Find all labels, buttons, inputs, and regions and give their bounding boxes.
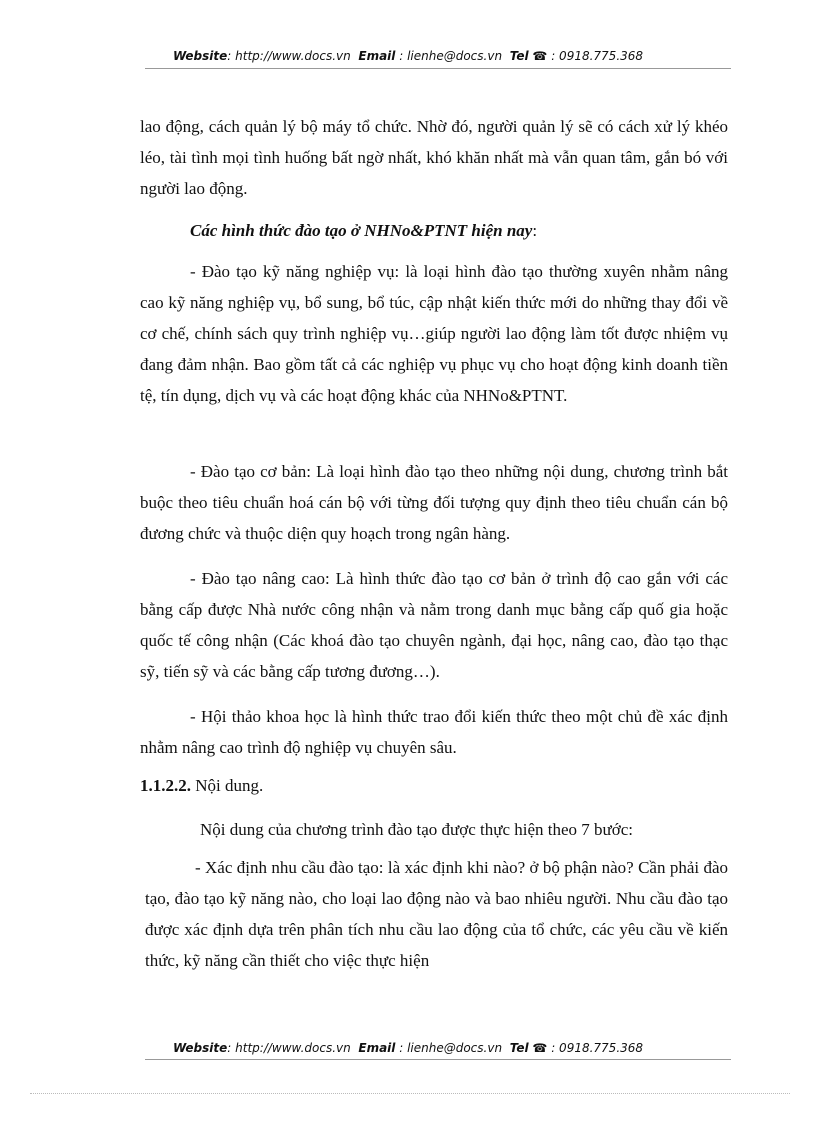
paragraph-workshop: - Hội thảo khoa học là hình thức trao đổi kiến thức theo một chủ đề xác định nhằm nâng cao trình độ nghiệp vụ chuyên sâu. xyxy=(140,707,728,757)
header-email-label: Email xyxy=(358,49,396,63)
telephone-icon: ☎ xyxy=(532,1041,548,1055)
heading-text: Các hình thức đào tạo ở NHNo&PTNT hiện nay xyxy=(190,221,533,240)
header-tel-label: Tel xyxy=(509,49,529,63)
paragraph-skills-training: - Đào tạo kỹ năng nghiệp vụ: là loại hình đào tạo thường xuyên nhằm nâng cao kỹ năng nghiệp vụ, bổ sung, bổ túc, cập nhật kiến thức mới do những thay đổi về cơ chế, chính sách quy trình nghiệp vụ…giúp người lao động làm tốt được nhiệm vụ đang đảm nhận. Bao gồm tất cả các nghiệp vụ phục vụ cho hoạt động kinh doanh tiền tệ, tín dụng, dịch vụ và các hoạt động khác của NHNo&PTNT. xyxy=(140,262,728,405)
section-title xyxy=(140,770,728,801)
header-email-value[interactable]: : lienhe@docs.vn xyxy=(395,49,503,63)
section-heading xyxy=(140,215,728,246)
page-footer xyxy=(0,1041,816,1055)
paragraph-continuation: lao động, cách quản lý bộ máy tổ chức. Nhờ đó, người quản lý sẽ có cách xử lý khéo léo, tài tình mọi tình huống bất ngờ nhất, khó khăn nhất mà vẫn quan tâm, gắn bó với người lao động. xyxy=(140,117,728,198)
section-title-text: Nội dung. xyxy=(191,776,264,795)
footer-website-url[interactable]: : http://www.docs.vn xyxy=(227,1041,351,1055)
footer-tel-value: : 0918.775.368 xyxy=(551,1041,644,1055)
section-number: 1.1.2.2. xyxy=(140,776,191,795)
telephone-icon: ☎ xyxy=(532,49,548,63)
header-website-label: Website xyxy=(172,49,228,63)
heading-colon: : xyxy=(532,221,538,240)
footer-website-label: Website xyxy=(172,1041,228,1055)
paragraph-advanced-training: - Đào tạo nâng cao: Là hình thức đào tạo cơ bản ở trình độ cao gắn với các bằng cấp được Nhà nước công nhận và nằm trong danh mục bằng cấp quố gia hoặc quốc tế công nhận (Các khoá đào tạo chuyên ngành, đại học, nâng cao, đào tạo thạc sỹ, tiến sỹ và các bằng cấp tương đương…). xyxy=(140,569,728,681)
header-website-url[interactable]: : http://www.docs.vn xyxy=(227,49,351,63)
paragraph-basic-training: - Đào tạo cơ bản: Là loại hình đào tạo theo những nội dung, chương trình bắt buộc theo tiêu chuẩn hoá cán bộ với từng đối tượng quy định theo tiêu chuẩn cán bộ đương chức và thuộc diện quy hoạch trong ngân hàng. xyxy=(140,462,728,543)
page-header xyxy=(0,49,816,63)
paragraph-intro: Nội dung của chương trình đào tạo được thực hiện theo 7 bước: xyxy=(200,820,634,839)
page-bottom-dotted-border xyxy=(30,1093,790,1094)
footer-divider xyxy=(145,1059,731,1060)
footer-email-value[interactable]: : lienhe@docs.vn xyxy=(395,1041,503,1055)
footer-email-label: Email xyxy=(358,1041,396,1055)
paragraph-needs: - Xác định nhu cầu đào tạo: là xác định khi nào? ở bộ phận nào? Cần phải đào tạo, đào tạo kỹ năng nào, cho loại lao động nào và bao nhiêu người. Nhu cầu đào tạo được xác định dựa trên phân tích nhu cầu lao động của tổ chức, các yêu cầu về kiến thức, kỹ năng cần thiết cho việc thực hiện xyxy=(145,858,728,970)
header-tel-value: : 0918.775.368 xyxy=(551,49,644,63)
footer-tel-label: Tel xyxy=(509,1041,529,1055)
header-divider xyxy=(145,68,731,69)
